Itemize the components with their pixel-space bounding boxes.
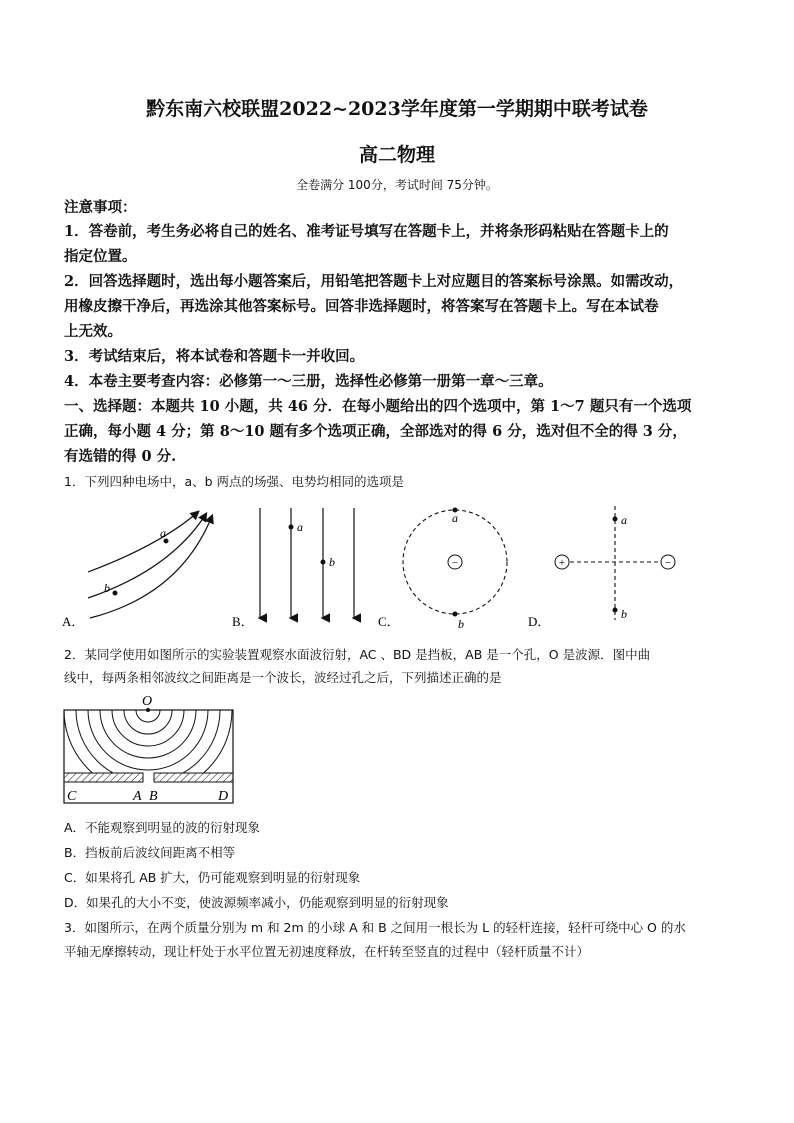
figure-c-point-charge <box>378 508 507 632</box>
point-a-label: a <box>160 526 166 540</box>
notice-line: 2．回答选择题时，选出每小题答案后，用铅笔把答题卡上对应题目的答案标号涂黑。如需改动， <box>64 273 684 290</box>
figure-b-uniform-field <box>232 508 354 629</box>
q2-option: A．不能观察到明显的波的衍射现象 <box>64 820 261 835</box>
subject-title: 高二物理 <box>358 144 435 166</box>
q2-option: B．挡板前后波纹间距离不相等 <box>64 845 236 860</box>
q2-option: D．如果孔的大小不变，使波源频率减小，仍能观察到明显的衍射现象 <box>64 895 449 910</box>
section-instructions: 一、选择题：本题共 10 小题，共 46 分．在每小题给出的四个选项中，第 1～7 题只有一个选项 <box>64 398 692 415</box>
q3-stem: 平轴无摩擦转动，现让杆处于水平位置无初速度释放，在杆转至竖直的过程中（轻杆质量不计） <box>64 944 590 959</box>
q2-stem: 线中，每两条相邻波纹之间距离是一个波长，波经过孔之后，下列描述正确的是 <box>64 670 502 685</box>
label-c: C <box>67 789 77 804</box>
section-instructions: 有选错的得 0 分. <box>64 448 177 465</box>
point-a-label: a <box>297 520 303 534</box>
option-b-label: B． <box>232 614 254 629</box>
label-b: B <box>149 789 158 804</box>
notice-line: 1．答卷前，考生务必将自己的姓名、准考证号填写在答题卡上，并将条形码粘贴在答题卡上的 <box>64 223 669 240</box>
exam-title: 黔东南六校联盟2022~2023学年度第一学期期中联考试卷 <box>146 98 648 120</box>
point-b-label: b <box>458 617 464 631</box>
label-d: D <box>218 789 229 804</box>
notice-line: 用橡皮擦干净后，再选涂其他答案标号。回答非选择题时，将答案写在答题卡上。写在本试卷 <box>64 298 659 315</box>
figure-a-curved-field <box>62 512 212 629</box>
section-instructions: 正确，每小题 4 分；第 8～10 题有多个选项正确，全部选对的得 6 分，选对但不全的得 3 分， <box>64 423 687 440</box>
q2-wave-figure <box>60 690 240 810</box>
exam-info: 全卷满分 100分，考试时间 75分钟。 <box>296 178 498 192</box>
option-a-label: A． <box>62 614 85 629</box>
notice-heading: 注意事项： <box>64 199 137 216</box>
source-o-label: O <box>142 694 153 709</box>
notice-line: 4．本卷主要考查内容：必修第一～三册，选择性必修第一册第一章～三章。 <box>64 373 553 390</box>
option-c-label: C． <box>378 614 400 629</box>
q1-figures <box>60 500 700 635</box>
q2-option: C．如果将孔 AB 扩大，仍可能观察到明显的衍射现象 <box>64 870 361 885</box>
q2-stem: 2．某同学使用如图所示的实验装置观察水面波衍射，AC 、BD 是挡板，AB 是一个孔，O 是波源．图中曲 <box>64 647 651 662</box>
point-b-label: b <box>329 555 335 569</box>
point-b-label: b <box>621 607 627 621</box>
minus-charge-label: − <box>664 557 672 569</box>
q3-stem: 3．如图所示，在两个质量分别为 m 和 2m 的小球 A 和 B 之间用一根长为 L 的轻杆连接，轻杆可绕中心 O 的水 <box>64 920 686 935</box>
notice-line: 3．考试结束后，将本试卷和答题卡一并收回。 <box>64 348 365 365</box>
option-d-label: D． <box>528 614 551 629</box>
notice-line: 指定位置。 <box>64 248 137 265</box>
figure-d-two-charges <box>528 506 675 629</box>
plus-charge-label: + <box>558 557 566 569</box>
notice-line: 上无效。 <box>64 323 122 340</box>
q1-stem: 1．下列四种电场中，a、b 两点的场强、电势均相同的选项是 <box>64 474 405 489</box>
minus-charge-label: − <box>451 557 459 569</box>
point-b-label: b <box>104 581 110 595</box>
point-a-label: a <box>621 513 627 527</box>
point-a-label: a <box>452 511 458 525</box>
label-a: A <box>133 789 142 804</box>
